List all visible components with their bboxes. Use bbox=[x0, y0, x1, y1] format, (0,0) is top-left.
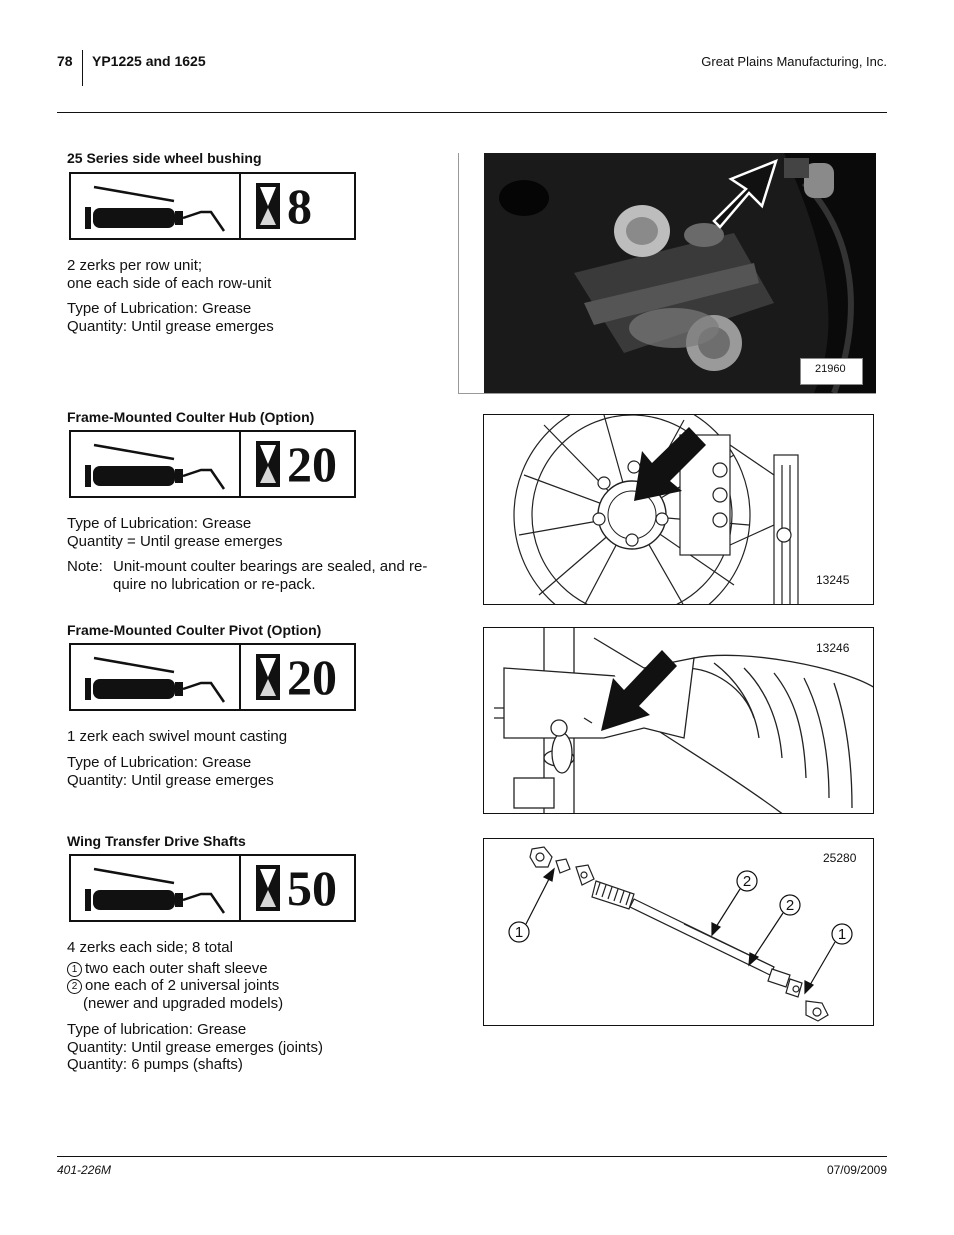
lube-quantity: Quantity: Until grease emerges (joints) bbox=[67, 1038, 323, 1056]
lube-type: Type of Lubrication: Grease bbox=[67, 300, 252, 317]
text-line: one each side of each row-unit bbox=[67, 274, 272, 292]
interval-hours: 20 bbox=[287, 649, 337, 705]
lube-spec bbox=[67, 754, 274, 789]
figure-13246 bbox=[483, 627, 874, 814]
figure-edge bbox=[458, 393, 876, 394]
hourglass-icon bbox=[255, 182, 281, 230]
callout-text: (newer and upgraded models) bbox=[83, 994, 284, 1012]
interval-cell bbox=[241, 645, 354, 709]
text-line: 1 zerk each swivel mount casting bbox=[67, 728, 288, 745]
callout-item-2 bbox=[67, 977, 283, 995]
section-description bbox=[67, 939, 283, 1012]
note bbox=[67, 558, 447, 593]
interval-hours: 50 bbox=[287, 860, 337, 916]
grease-gun-icon bbox=[79, 437, 234, 493]
figure-number: 13246 bbox=[816, 641, 850, 655]
lube-icon-box bbox=[69, 430, 356, 498]
figure-callout-1: 1 bbox=[837, 926, 847, 943]
callout-marker: 2 bbox=[67, 979, 82, 994]
note-text: quire no lubrication or re-pack. bbox=[113, 575, 316, 593]
grease-gun-icon bbox=[79, 650, 234, 706]
figure-number: 25280 bbox=[823, 851, 857, 865]
lube-type: Type of lubrication: Grease bbox=[67, 1021, 247, 1038]
callout-text: two each outer shaft sleeve bbox=[85, 959, 268, 977]
figure-callout-1: 1 bbox=[514, 924, 524, 941]
lube-quantity: Quantity: Until grease emerges bbox=[67, 317, 274, 335]
section-title-side-wheel-bushing: 25 Series side wheel bushing bbox=[67, 150, 262, 166]
interval-cell bbox=[241, 432, 354, 496]
hourglass-icon bbox=[255, 440, 281, 488]
text-line: 2 zerks per row unit; bbox=[67, 257, 203, 274]
text-line: 4 zerks each side; 8 total bbox=[67, 939, 233, 956]
document-number: 401-226M bbox=[57, 1163, 112, 1177]
lube-spec bbox=[67, 1021, 323, 1074]
lube-icon-box bbox=[69, 172, 356, 240]
lube-quantity: Quantity = Until grease emerges bbox=[67, 532, 283, 550]
interval-cell bbox=[241, 174, 354, 238]
lube-type: Type of Lubrication: Grease bbox=[67, 754, 252, 771]
figure-21960 bbox=[458, 153, 876, 394]
note-text: Unit-mount coulter bearings are sealed, and re- bbox=[113, 558, 428, 575]
hourglass-icon bbox=[255, 864, 281, 912]
header-rule bbox=[57, 112, 887, 113]
callout-item-1 bbox=[67, 960, 283, 978]
lube-spec bbox=[67, 300, 274, 335]
figure-callout-2: 2 bbox=[742, 873, 752, 890]
header-divider bbox=[82, 50, 83, 86]
interval-hours: 8 bbox=[287, 178, 312, 234]
company-name: Great Plains Manufacturing, Inc. bbox=[701, 54, 887, 69]
figure-25280 bbox=[483, 838, 874, 1026]
figure-callout-2: 2 bbox=[785, 897, 795, 914]
interval-hours: 20 bbox=[287, 436, 337, 492]
callout-text: one each of 2 universal joints bbox=[85, 977, 280, 994]
section-description bbox=[67, 257, 271, 292]
document-date: 07/09/2009 bbox=[826, 1163, 887, 1177]
callout-marker: 1 bbox=[67, 962, 82, 977]
hourglass-icon bbox=[255, 653, 281, 701]
section-title-coulter-pivot: Frame-Mounted Coulter Pivot (Option) bbox=[67, 622, 322, 638]
section-title-drive-shafts: Wing Transfer Drive Shafts bbox=[67, 833, 246, 849]
drawing-drive-shaft bbox=[484, 839, 874, 1026]
note-label: Note: bbox=[67, 558, 103, 575]
section-title-coulter-hub: Frame-Mounted Coulter Hub (Option) bbox=[67, 409, 315, 425]
footer-rule bbox=[57, 1156, 887, 1157]
grease-gun-cell bbox=[71, 645, 241, 709]
lube-spec bbox=[67, 515, 283, 550]
section-description bbox=[67, 728, 287, 746]
lube-quantity: Quantity: 6 pumps (shafts) bbox=[67, 1056, 243, 1073]
figure-13245 bbox=[483, 414, 874, 605]
figure-edge bbox=[458, 153, 459, 393]
grease-gun-icon bbox=[79, 179, 234, 235]
photo-side-wheel-bushing bbox=[484, 153, 876, 393]
document-title: YP1225 and 1625 bbox=[92, 53, 206, 69]
grease-gun-cell bbox=[71, 432, 241, 496]
lube-icon-box bbox=[69, 643, 356, 711]
lube-icon-box bbox=[69, 854, 356, 922]
figure-number: 13245 bbox=[816, 573, 850, 587]
grease-gun-cell bbox=[71, 174, 241, 238]
lube-type: Type of Lubrication: Grease bbox=[67, 515, 252, 532]
figure-number: 21960 bbox=[800, 358, 863, 385]
grease-gun-icon bbox=[79, 861, 234, 917]
interval-cell bbox=[241, 856, 354, 920]
grease-gun-cell bbox=[71, 856, 241, 920]
lube-quantity: Quantity: Until grease emerges bbox=[67, 771, 274, 789]
page-number: 78 bbox=[57, 53, 73, 69]
drawing-coulter-pivot bbox=[484, 628, 874, 814]
